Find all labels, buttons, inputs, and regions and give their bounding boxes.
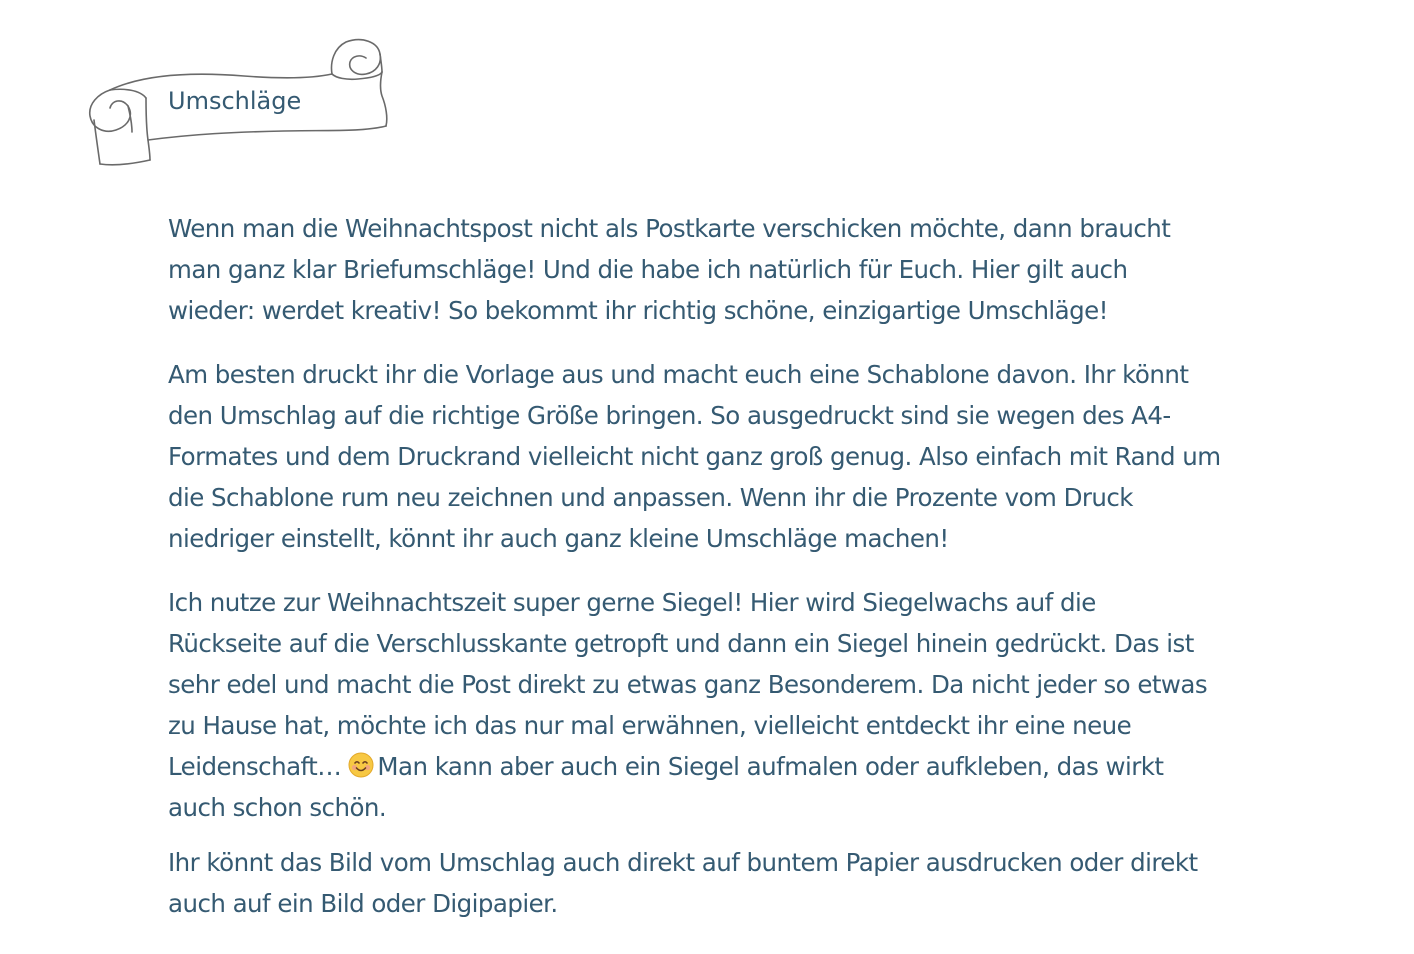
smiling-face-icon [348, 752, 374, 778]
text-line: Am besten druckt ihr die Vorlage aus und macht euch eine Schablone davon. Ihr könnt [168, 360, 1189, 389]
text-fragment: Leidenschaft… [168, 752, 349, 781]
text-line: Wenn man die Weihnachtspost nicht als Postkarte verschicken möchte, dann braucht [168, 214, 1171, 243]
paragraph-template-instructions [168, 354, 1258, 559]
text-line: zu Hause hat, möchte ich das nur mal erwähnen, vielleicht entdeckt ihr eine neue [168, 711, 1132, 740]
text-line: wieder: werdet kreativ! So bekommt ihr richtig schöne, einzigartige Umschläge! [168, 296, 1108, 325]
text-line: sehr edel und macht die Post direkt zu etwas ganz Besonderem. Da nicht jeder so etwas [168, 670, 1208, 699]
text-line: Ihr könnt das Bild vom Umschlag auch direkt auf buntem Papier ausdrucken oder direkt [168, 848, 1198, 877]
text-fragment: Man kann aber auch ein Siegel aufmalen oder aufkleben, das wirkt [377, 752, 1164, 781]
section-banner [84, 32, 394, 172]
text-line: die Schablone rum neu zeichnen und anpassen. Wenn ihr die Prozente vom Druck [168, 483, 1133, 512]
text-line: man ganz klar Briefumschläge! Und die habe ich natürlich für Euch. Hier gilt auch [168, 255, 1128, 284]
text-line: Rückseite auf die Verschlusskante getropft und dann ein Siegel hinein gedrückt. Das ist [168, 629, 1194, 658]
section-title: Umschläge [168, 87, 302, 115]
text-line: Ich nutze zur Weihnachtszeit super gerne Siegel! Hier wird Siegelwachs auf die [168, 588, 1096, 617]
text-line: auch auf ein Bild oder Digipapier. [168, 889, 558, 918]
text-line: auch schon schön. [168, 793, 387, 822]
text-line-with-emoji [168, 746, 1258, 787]
paragraph-printing-tip [168, 842, 1258, 924]
text-line: niedriger einstellt, könnt ihr auch ganz kleine Umschläge machen! [168, 524, 949, 553]
text-line: den Umschlag auf die richtige Größe bringen. So ausgedruckt sind sie wegen des A4- [168, 401, 1171, 430]
text-line: Formates und dem Druckrand vielleicht nicht ganz groß genug. Also einfach mit Rand um [168, 442, 1221, 471]
paragraph-intro [168, 208, 1258, 331]
article-body [168, 208, 1258, 947]
paragraph-seal [168, 582, 1258, 828]
